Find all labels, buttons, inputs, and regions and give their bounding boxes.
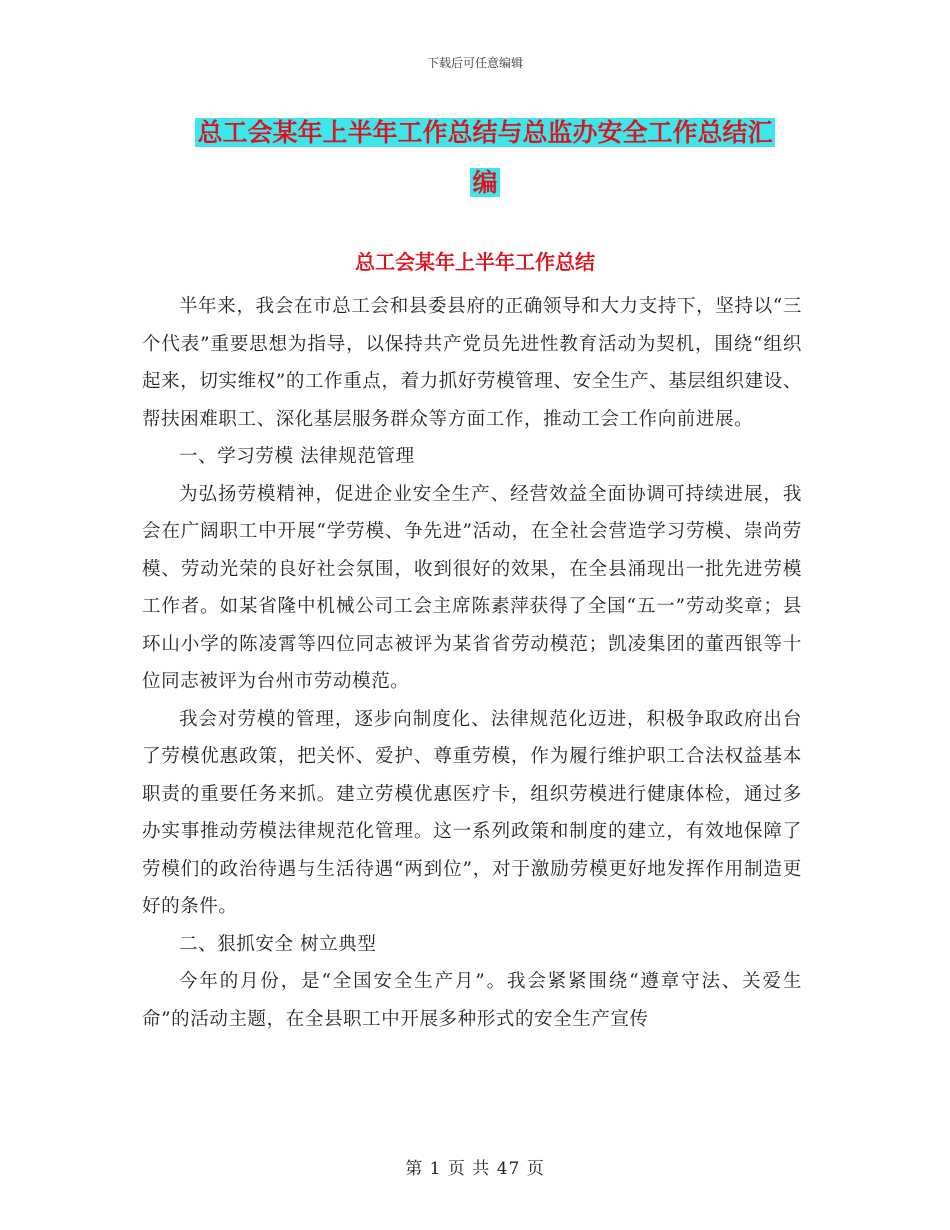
paragraph-model-management: 我会对劳模的管理，逐步向制度化、法律规范化迈进，积极争取政府出台了劳模优惠政策，把关怀、爱护、尊重劳模，作为履行维护职工合法权益基本职责的重要任务来抓。建立劳模优惠医疗卡，组织劳模进行健康体检，通过多办实事推动劳模法律规范化管理。这一系列政策和制度的建立，有效地保障了劳模们的政治待遇与生活待遇“两到位”，对于激励劳模更好地发挥作用制造更好的条件。 (142, 708, 802, 917)
header-note: 下载后可任意编辑 (426, 56, 523, 70)
paragraph-model-workers: 为弘扬劳模精神，促进企业安全生产、经营效益全面协调可持续进展，我会在广阔职工中开展“学劳模、争先进”活动，在全社会营造学习劳模、崇尚劳模、劳动光荣的良好社会氛围，收到很好的效果，在全县涌现出一批先进劳模工作者。如某省隆中机械公司工会主席陈素萍获得了全国“五一”劳动奖章；县环山小学的陈凌霄等四位同志被评为某省省劳动模范；凯凌集团的董西银等十位同志被评为台州市劳动模范。 (142, 483, 802, 692)
document-title-line-1: 总工会某年上半年工作总结与总监办安全工作总结汇 (197, 118, 773, 147)
document-body (142, 288, 802, 1038)
heading-section-2: 二、狠抓安全 树立典型 (179, 933, 377, 955)
section-title: 总工会某年上半年工作总结 (355, 250, 595, 274)
heading-section-1: 一、学习劳模 法律规范管理 (179, 446, 415, 467)
paragraph-intro: 半年来，我会在市总工会和县委县府的正确领导和大力支持下，坚持以“三个代表”重要思想为指导，以保持共产党员先进性教育活动为契机，围绕“组织起来，切实维权”的工作重点，着力抓好劳模管理、安全生产、基层组织建设、帮扶困难职工、深化基层服务群众等方面工作，推动工会工作向前进展。 (142, 296, 802, 430)
page-footer: 第 1 页 共 47 页 (405, 1159, 545, 1179)
document-title-line-2: 编 (472, 168, 498, 197)
paragraph-safety: 今年的月份，是“全国安全生产月”。我会紧紧围绕“遵章守法、关爱生命”的活动主题，在全县职工中开展多种形式的安全生产宣传 (142, 971, 802, 1030)
document-title (140, 108, 830, 208)
